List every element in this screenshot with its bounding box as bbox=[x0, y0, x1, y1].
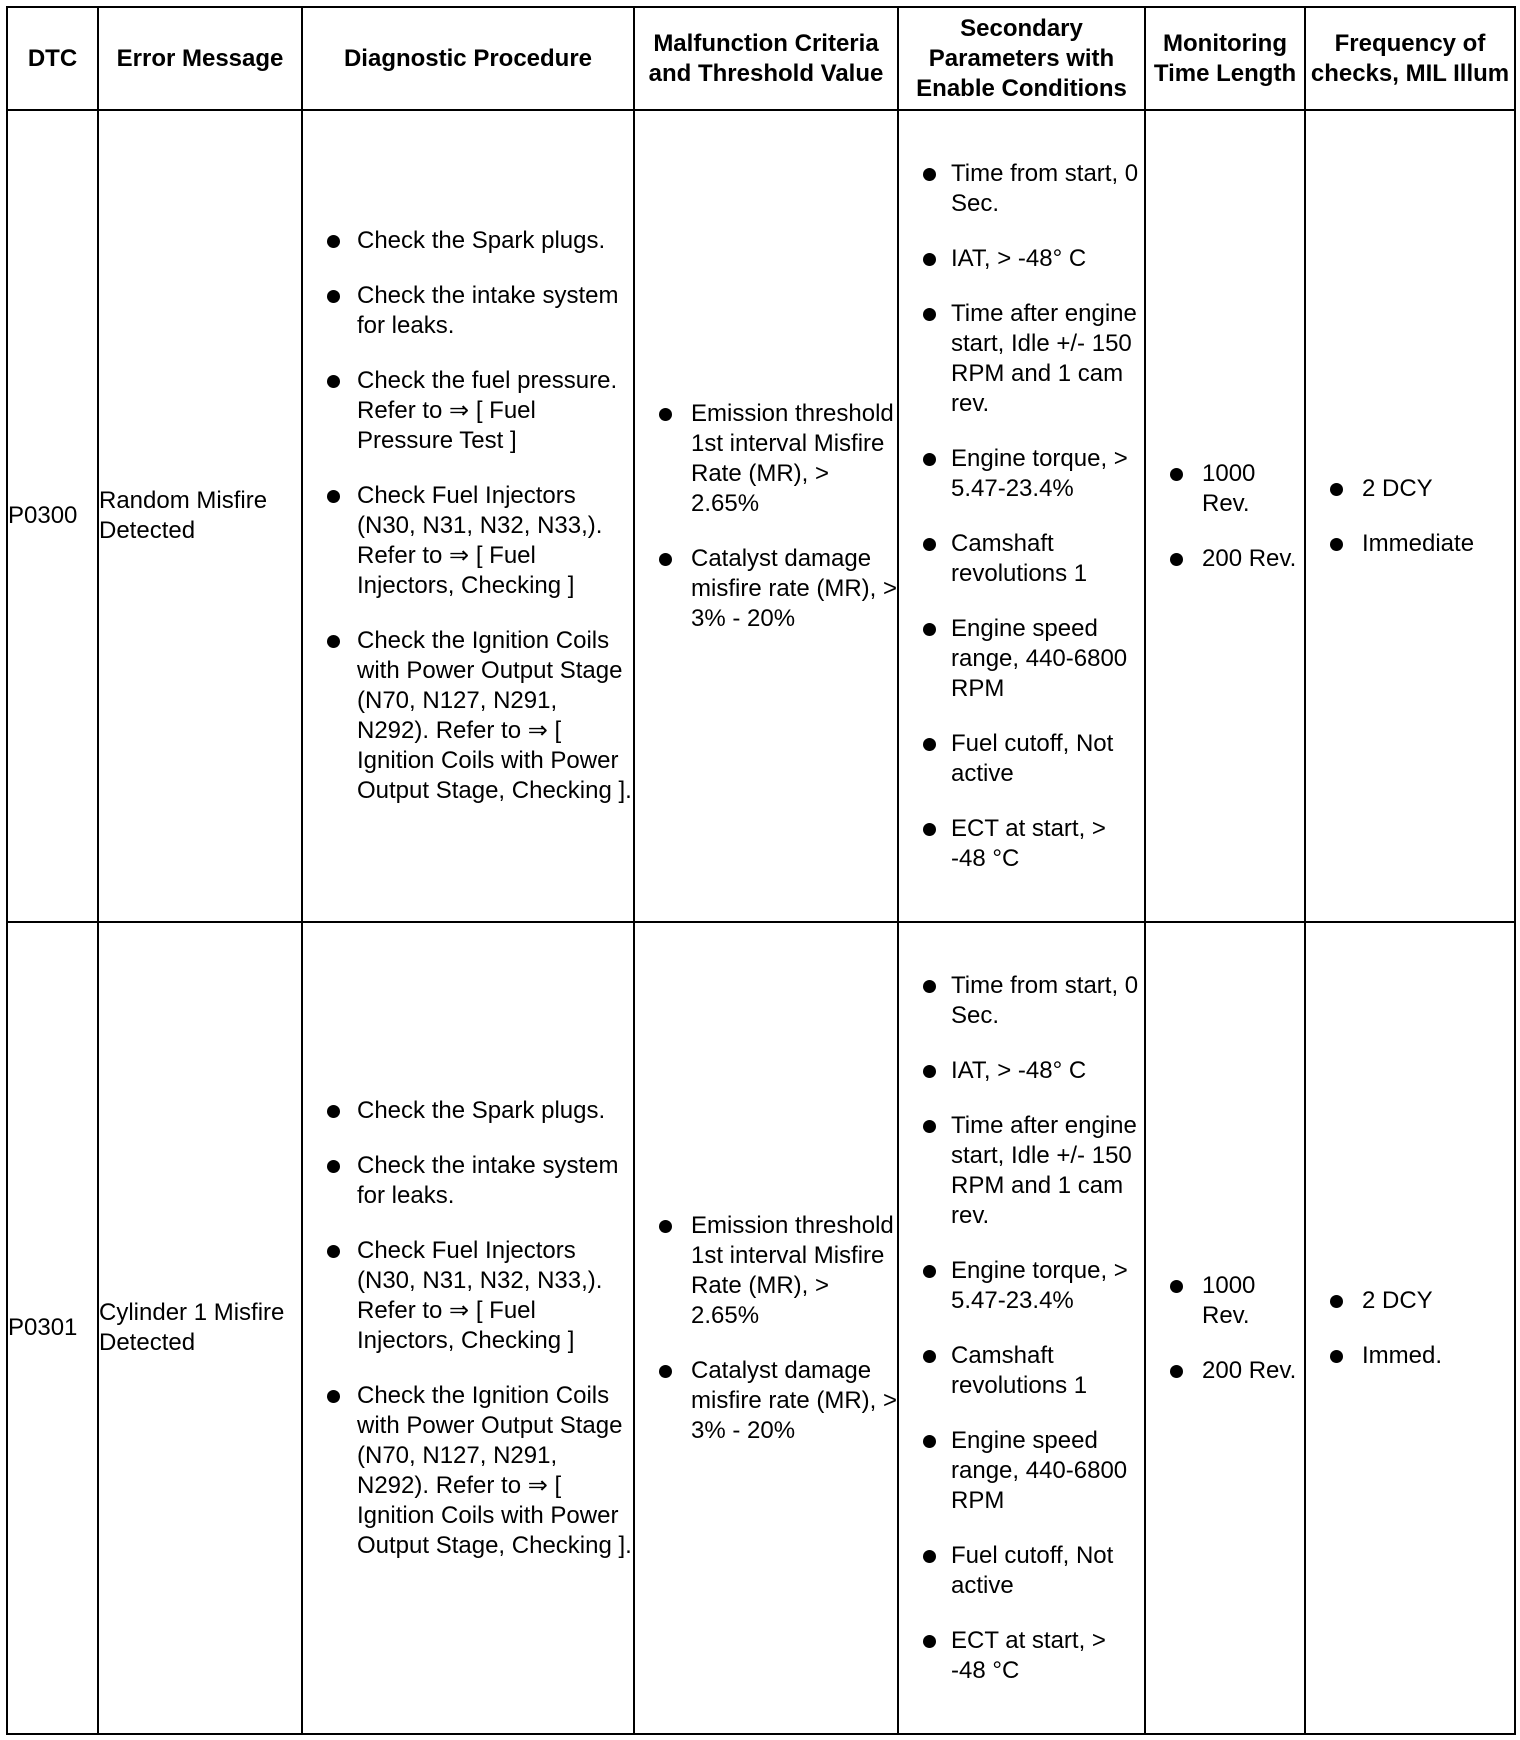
error-message: Cylinder 1 Misfire Detected bbox=[98, 922, 302, 1734]
bullet-icon bbox=[659, 553, 672, 566]
bullet-icon bbox=[327, 290, 340, 303]
bullet-icon bbox=[327, 490, 340, 503]
list-item bbox=[635, 1356, 897, 1446]
list-item bbox=[1146, 459, 1304, 519]
bullet-icon bbox=[923, 1435, 936, 1448]
header-frequency: Frequency of checks, MIL Illum bbox=[1305, 7, 1515, 110]
header-secondary-parameters: Secondary Parameters with Enable Conditions bbox=[898, 7, 1145, 110]
list-item bbox=[899, 244, 1144, 274]
secondary-parameters-list bbox=[899, 159, 1144, 874]
bullet-icon bbox=[923, 253, 936, 266]
list-item-text: IAT, > -48° C bbox=[951, 1056, 1087, 1084]
list-item-text: Emission threshold 1st interval Misfire Rate (MR), > 2.65% bbox=[691, 399, 894, 517]
list-item-text: Catalyst damage misfire rate (MR), > 3% - 20% bbox=[691, 544, 898, 632]
list-item bbox=[303, 281, 633, 341]
list-item-text: 1000 Rev. bbox=[1202, 1271, 1256, 1329]
bullet-icon bbox=[659, 408, 672, 421]
table-row bbox=[7, 110, 1515, 922]
header-row bbox=[7, 7, 1515, 110]
list-item bbox=[1306, 474, 1514, 504]
list-item-text: Fuel cutoff, Not active bbox=[951, 729, 1114, 787]
bullet-icon bbox=[923, 1550, 936, 1563]
list-item bbox=[899, 814, 1144, 874]
bullet-icon bbox=[923, 823, 936, 836]
bullet-icon bbox=[327, 635, 340, 648]
list-item-text: Check the intake system for leaks. bbox=[357, 1151, 619, 1209]
list-item bbox=[899, 971, 1144, 1031]
monitoring-time-cell bbox=[1145, 922, 1305, 1734]
malfunction-criteria-list bbox=[635, 399, 897, 634]
bullet-icon bbox=[923, 980, 936, 993]
bullet-icon bbox=[1170, 1280, 1183, 1293]
list-item-text: IAT, > -48° C bbox=[951, 244, 1087, 272]
bullet-icon bbox=[923, 453, 936, 466]
diagnostic-procedure-cell bbox=[302, 922, 634, 1734]
list-item bbox=[303, 626, 633, 806]
list-item bbox=[899, 1111, 1144, 1231]
list-item-text: Check the Spark plugs. bbox=[357, 227, 606, 254]
list-item bbox=[635, 1211, 897, 1331]
list-item-text: Time after engine start, Idle +/- 150 RPM and 1 cam rev. bbox=[951, 299, 1137, 417]
list-item bbox=[1146, 544, 1304, 574]
bullet-icon bbox=[327, 1245, 340, 1258]
bullet-icon bbox=[923, 1635, 936, 1648]
bullet-icon bbox=[923, 538, 936, 551]
list-item bbox=[303, 226, 633, 256]
list-item bbox=[899, 729, 1144, 789]
bullet-icon bbox=[1170, 553, 1183, 566]
bullet-icon bbox=[327, 1105, 340, 1118]
secondary-parameters-cell bbox=[898, 922, 1145, 1734]
diagnostic-procedure-list bbox=[303, 226, 633, 806]
diagnostic-procedure-list bbox=[303, 1096, 633, 1561]
list-item bbox=[899, 1256, 1144, 1316]
malfunction-criteria-cell bbox=[634, 110, 898, 922]
monitoring-time-list bbox=[1146, 459, 1304, 574]
list-item-text: Camshaft revolutions 1 bbox=[951, 529, 1088, 587]
list-item-text: Check the Ignition Coils with Power Output Stage (N70, N127, N291, N292). Refer to ⇒ [ Ignition Coils with Power Output Stage, Checking ]. bbox=[357, 627, 632, 804]
list-item-text: Check the fuel pressure. Refer to ⇒ [ Fuel Pressure Test ] bbox=[357, 367, 618, 454]
list-item-text: Immed. bbox=[1362, 1341, 1443, 1369]
list-item-text: 2 DCY bbox=[1362, 1286, 1433, 1314]
list-item-text: Check Fuel Injectors (N30, N31, N32, N33,). Refer to ⇒ [ Fuel Injectors, Checking ] bbox=[357, 482, 603, 599]
list-item bbox=[1306, 1286, 1514, 1316]
list-item-text: Time from start, 0 Sec. bbox=[951, 971, 1139, 1029]
bullet-icon bbox=[327, 375, 340, 388]
bullet-icon bbox=[923, 1265, 936, 1278]
list-item-text: 200 Rev. bbox=[1202, 1356, 1297, 1384]
bullet-icon bbox=[659, 1220, 672, 1233]
table-row bbox=[7, 922, 1515, 1734]
list-item bbox=[899, 1056, 1144, 1086]
list-item-text: Fuel cutoff, Not active bbox=[951, 1541, 1114, 1599]
list-item bbox=[899, 529, 1144, 589]
list-item bbox=[303, 1151, 633, 1211]
list-item-text: Engine speed range, 440-6800 RPM bbox=[951, 614, 1128, 702]
list-item-text: Engine torque, > 5.47-23.4% bbox=[951, 1256, 1128, 1314]
secondary-parameters-list bbox=[899, 971, 1144, 1686]
list-item bbox=[899, 159, 1144, 219]
frequency-cell bbox=[1305, 110, 1515, 922]
bullet-icon bbox=[327, 1390, 340, 1403]
monitoring-time-list bbox=[1146, 1271, 1304, 1386]
frequency-list bbox=[1306, 474, 1514, 559]
bullet-icon bbox=[659, 1365, 672, 1378]
list-item bbox=[899, 1426, 1144, 1516]
list-item bbox=[899, 1341, 1144, 1401]
list-item bbox=[899, 1626, 1144, 1686]
list-item-text: Immediate bbox=[1362, 529, 1475, 557]
bullet-icon bbox=[1330, 483, 1343, 496]
bullet-icon bbox=[923, 308, 936, 321]
list-item bbox=[899, 614, 1144, 704]
bullet-icon bbox=[923, 1350, 936, 1363]
header-diagnostic-procedure: Diagnostic Procedure bbox=[302, 7, 634, 110]
header-error-message: Error Message bbox=[98, 7, 302, 110]
list-item bbox=[1306, 1341, 1514, 1371]
header-monitoring-time: Monitoring Time Length bbox=[1145, 7, 1305, 110]
list-item bbox=[303, 366, 633, 456]
list-item-text: Check the Spark plugs. bbox=[357, 1096, 606, 1124]
list-item bbox=[1146, 1356, 1304, 1386]
header-malfunction-criteria: Malfunction Criteria and Threshold Value bbox=[634, 7, 898, 110]
header-dtc: DTC bbox=[7, 7, 98, 110]
diagnostic-procedure-cell bbox=[302, 110, 634, 922]
bullet-icon bbox=[923, 623, 936, 636]
list-item-text: Time from start, 0 Sec. bbox=[951, 159, 1139, 217]
list-item-text: 1000 Rev. bbox=[1202, 459, 1256, 517]
bullet-icon bbox=[1170, 468, 1183, 481]
list-item-text: Engine torque, > 5.47-23.4% bbox=[951, 444, 1128, 502]
frequency-list bbox=[1306, 1286, 1514, 1371]
list-item bbox=[303, 1381, 633, 1561]
list-item-text: ECT at start, > -48 °C bbox=[951, 1626, 1106, 1684]
list-item bbox=[899, 299, 1144, 419]
dtc-code: P0300 bbox=[7, 110, 98, 922]
dtc-code: P0301 bbox=[7, 922, 98, 1734]
list-item-text: 200 Rev. bbox=[1202, 544, 1297, 572]
bullet-icon bbox=[923, 168, 936, 181]
bullet-icon bbox=[923, 1065, 936, 1078]
list-item-text: Emission threshold 1st interval Misfire Rate (MR), > 2.65% bbox=[691, 1211, 894, 1329]
bullet-icon bbox=[923, 1120, 936, 1133]
bullet-icon bbox=[1330, 538, 1343, 551]
monitoring-time-cell bbox=[1145, 110, 1305, 922]
list-item bbox=[899, 1541, 1144, 1601]
bullet-icon bbox=[1330, 1350, 1343, 1363]
malfunction-criteria-list bbox=[635, 1211, 897, 1446]
list-item-text: 2 DCY bbox=[1362, 474, 1433, 502]
bullet-icon bbox=[327, 1160, 340, 1173]
bullet-icon bbox=[327, 235, 340, 248]
list-item-text: Check Fuel Injectors (N30, N31, N32, N33,). Refer to ⇒ [ Fuel Injectors, Checking ] bbox=[357, 1236, 603, 1354]
list-item bbox=[899, 444, 1144, 504]
error-message: Random Misfire Detected bbox=[98, 110, 302, 922]
list-item-text: Check the Ignition Coils with Power Output Stage (N70, N127, N291, N292). Refer to ⇒ [ Ignition Coils with Power Output Stage, Checking ]. bbox=[357, 1381, 632, 1559]
malfunction-criteria-cell bbox=[634, 922, 898, 1734]
list-item-text: Time after engine start, Idle +/- 150 RPM and 1 cam rev. bbox=[951, 1111, 1137, 1229]
list-item-text: ECT at start, > -48 °C bbox=[951, 814, 1106, 872]
list-item bbox=[635, 544, 897, 634]
list-item-text: Engine speed range, 440-6800 RPM bbox=[951, 1426, 1128, 1514]
secondary-parameters-cell bbox=[898, 110, 1145, 922]
list-item-text: Catalyst damage misfire rate (MR), > 3% - 20% bbox=[691, 1356, 898, 1444]
frequency-cell bbox=[1305, 922, 1515, 1734]
bullet-icon bbox=[1330, 1295, 1343, 1308]
dtc-table bbox=[6, 6, 1516, 1735]
list-item bbox=[1306, 529, 1514, 559]
bullet-icon bbox=[923, 738, 936, 751]
list-item bbox=[303, 1236, 633, 1356]
list-item bbox=[635, 399, 897, 519]
list-item-text: Check the intake system for leaks. bbox=[357, 282, 619, 339]
bullet-icon bbox=[1170, 1365, 1183, 1378]
list-item-text: Camshaft revolutions 1 bbox=[951, 1341, 1088, 1399]
list-item bbox=[303, 481, 633, 601]
list-item bbox=[303, 1096, 633, 1126]
list-item bbox=[1146, 1271, 1304, 1331]
